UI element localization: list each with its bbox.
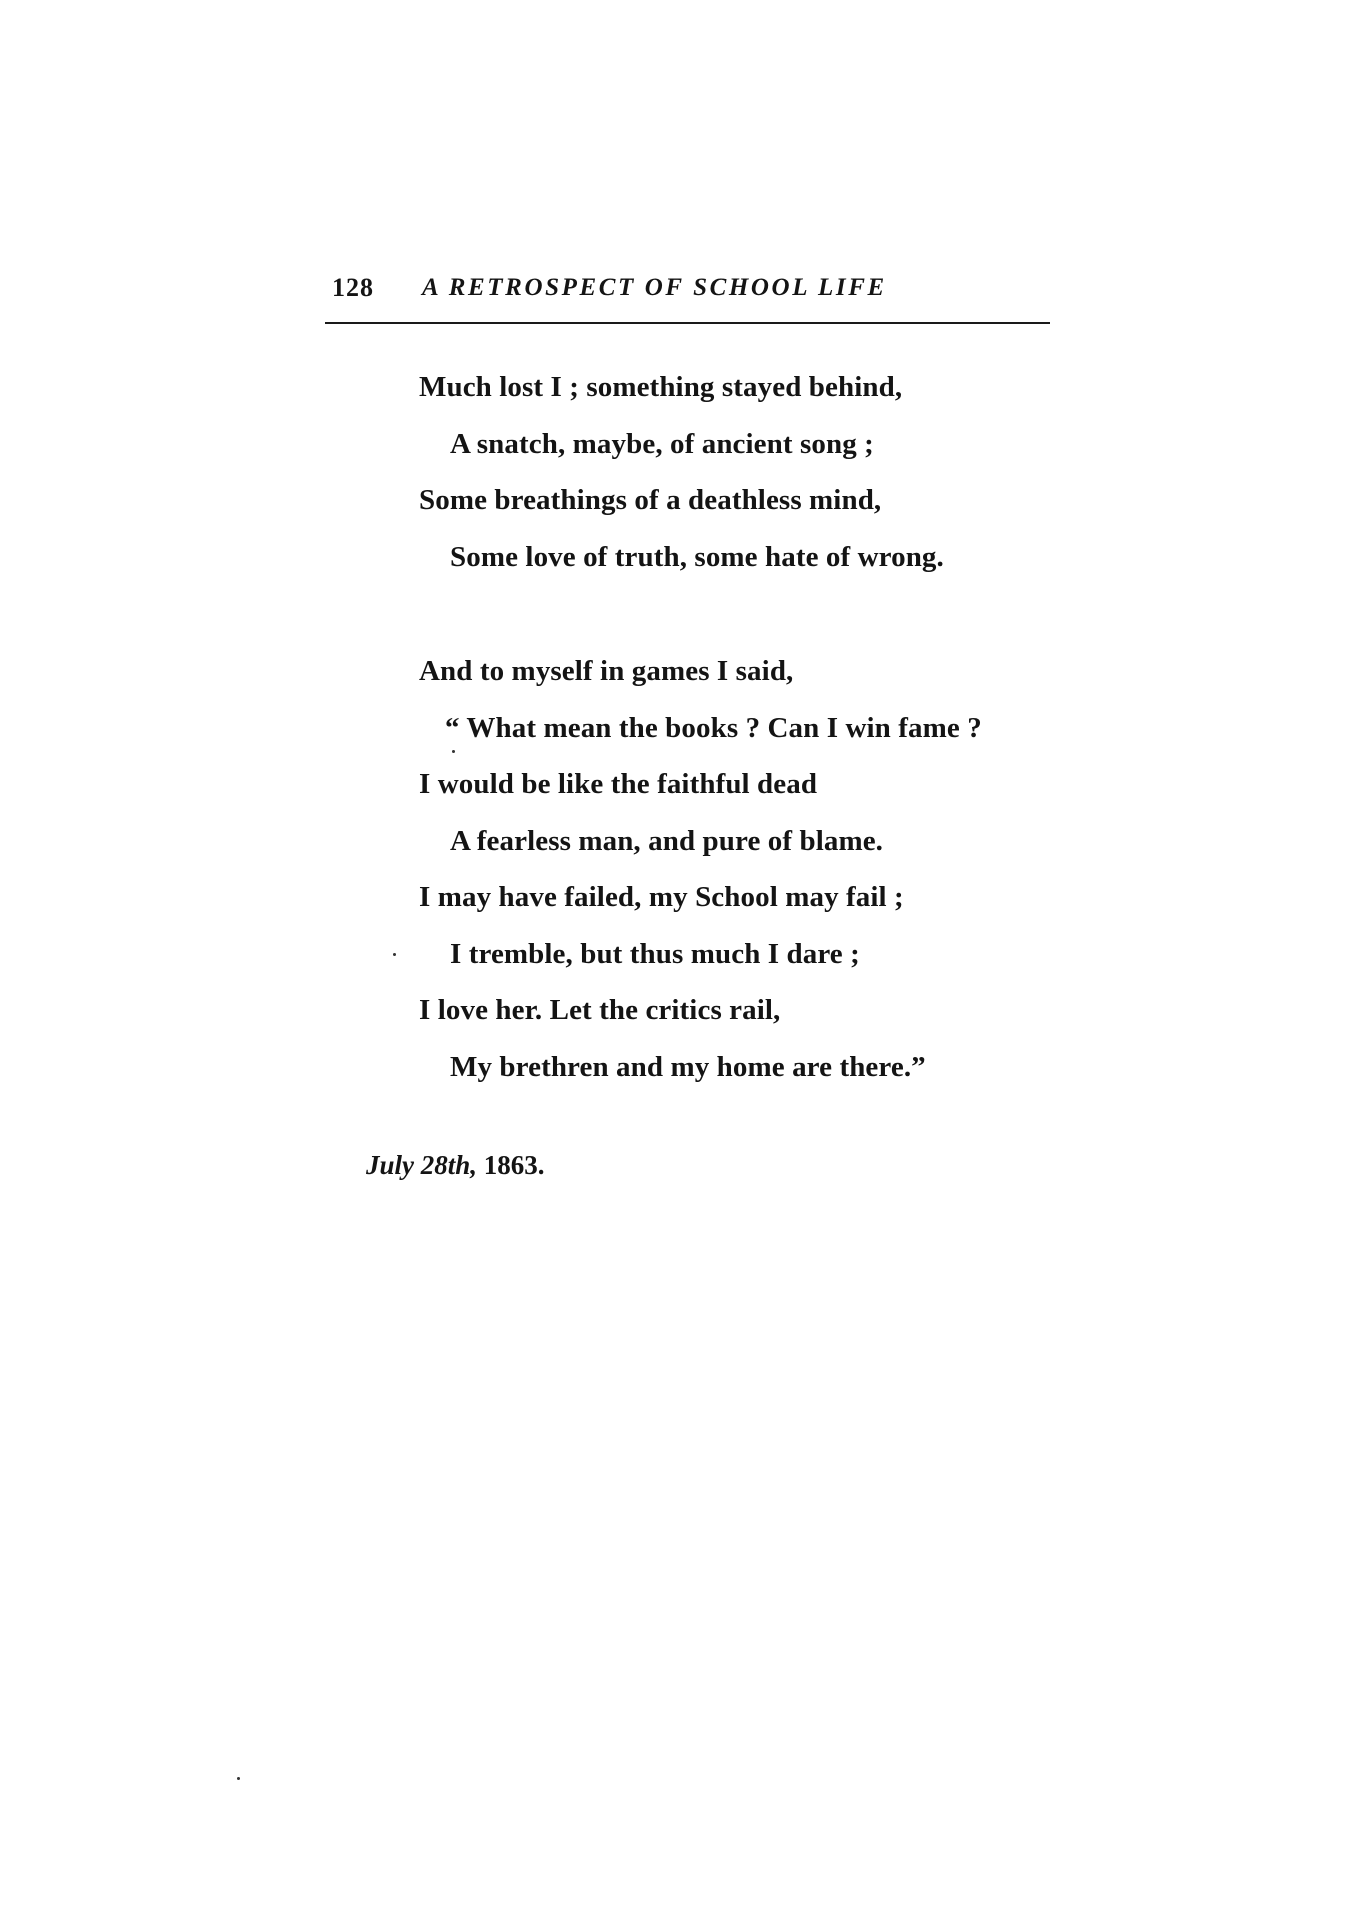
dateline-day: 28th, [420, 1150, 478, 1180]
running-title: A RETROSPECT OF SCHOOL LIFE [422, 274, 887, 301]
print-speck [237, 1777, 240, 1780]
dateline-year: 1863. [483, 1150, 545, 1180]
dateline-month: July [366, 1150, 415, 1180]
stanza-2 [419, 643, 1079, 1095]
poem-line: I would be like the faithful dead [419, 768, 818, 800]
print-speck [393, 953, 396, 956]
stanza-1 [419, 359, 1079, 585]
poem-line: “ What mean the books ? Can I win fame ? [445, 711, 982, 744]
poem-line: A snatch, maybe, of ancient song ; [450, 427, 874, 460]
poem-line: My brethren and my home are there.” [450, 1050, 926, 1083]
poem-line: I may have failed, my School may fail ; [419, 881, 904, 913]
poem-line: I tremble, but thus much I dare ; [450, 937, 860, 970]
print-speck [452, 750, 455, 753]
poem-line: Some love of truth, some hate of wrong. [450, 540, 944, 573]
poem-line: Some breathings of a deathless mind, [419, 484, 882, 516]
header-rule [325, 322, 1050, 324]
dateline [366, 1148, 545, 1182]
running-head [332, 272, 1052, 308]
poem-line: And to myself in games I said, [419, 655, 794, 687]
poem-line: Much lost I ; something stayed behind, [419, 371, 903, 403]
poem-line: I love her. Let the critics rail, [419, 994, 781, 1026]
poem-line: A fearless man, and pure of blame. [450, 824, 884, 857]
page-number: 128 [332, 273, 374, 302]
